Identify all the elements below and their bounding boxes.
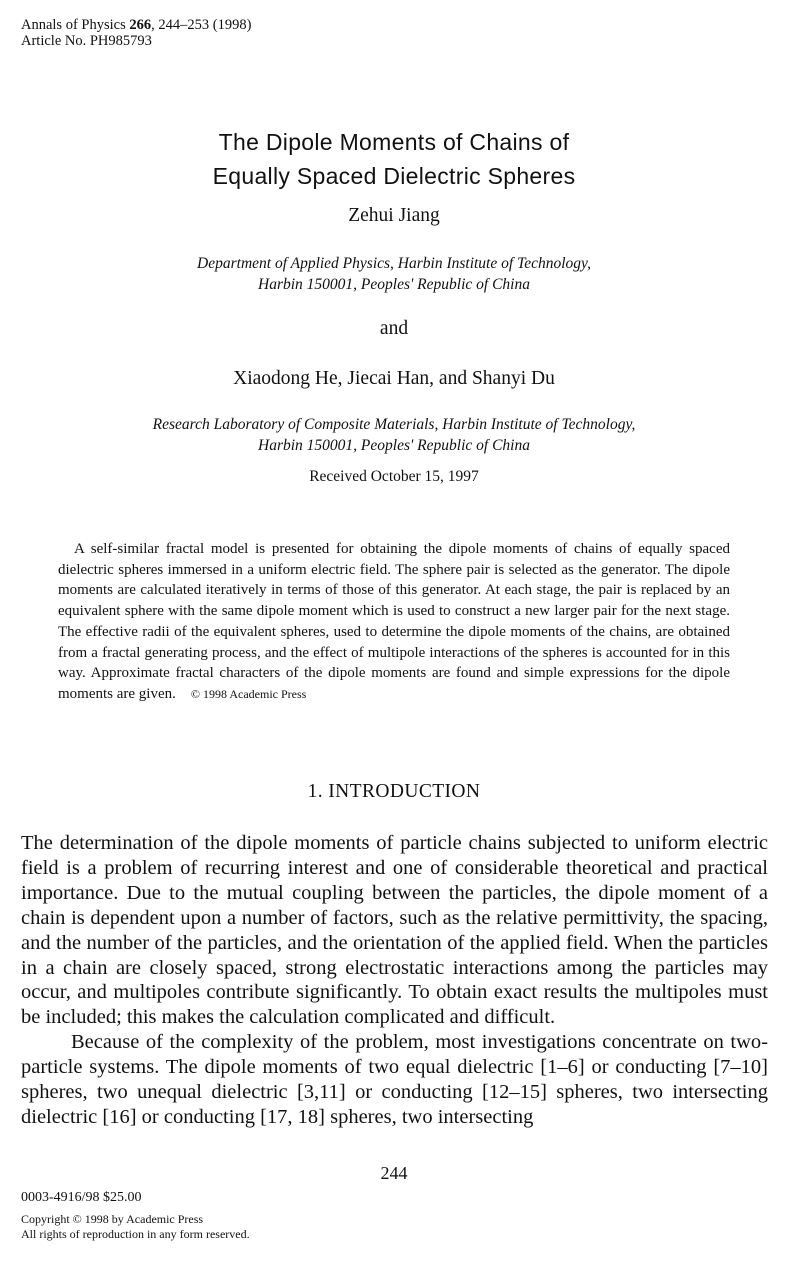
- title-line-1: The Dipole Moments of Chains of: [218, 129, 570, 155]
- title-line-2: Equally Spaced Dielectric Spheres: [212, 163, 576, 189]
- abstract-text: A self-similar fractal model is presented for obtaining the dipole moments of chains of equally spaced dielectric spheres immersed in a uniform electric field. The sphere pair is selected as the generator. The dipole moments are calculated iteratively in terms of those of this generator. At each stage, the pair is replaced by an equivalent sphere with the same dipole moment which is used to construct a new larger pair for the next stage. The effective radii of the equivalent spheres, used to determine the dipole moments of the chains, are obtained from a fractal generating process, and the effect of multipole interactions of the spheres is accounted for in this way. Approximate fractal characters of the dipole moments are found and simple expressions for the dipole moments are given.: [58, 541, 730, 702]
- journal-header: [21, 17, 251, 49]
- footer-copyright: Copyright © 1998 by Academic Press: [21, 1212, 204, 1226]
- page-number: 244: [380, 1163, 408, 1183]
- and-separator: and: [379, 318, 409, 339]
- paragraph-1: The determination of the dipole moments of particle chains subjected to uniform electric field is a problem of recurring interest and one of considerable theoretical and practical importance. Due to the mutual coupling between the particles, the dipole moment of a chain is dependent upon a number of factors, such as the relative permittivity, the spacing, and the number of the particles, and the orientation of the applied field. When the particles in a chain are closely spaced, strong electrostatic interactions among the particles may occur, and multipoles contribute significantly. To obtain exact results the multipoles must be included; this makes the calculation complicated and difficult.: [21, 832, 768, 1029]
- author-primary: Zehui Jiang: [348, 205, 440, 226]
- section-heading: 1. INTRODUCTION: [307, 781, 481, 802]
- volume-number: 266: [129, 17, 152, 33]
- affiliation-2: [0, 414, 788, 456]
- abstract-copyright: © 1998 Academic Press: [190, 686, 307, 701]
- footer: [21, 1190, 250, 1242]
- affiliation-1: [0, 253, 788, 295]
- paragraph-2: Because of the complexity of the problem, most investigations concentrate on two-particle systems. The dipole moments of two equal dielectric [1–6] or conducting [7–10] spheres, two unequal dielectric [3,11] or conducting [12–15] spheres, two intersecting dielectric [16] or conducting [17, 18] spheres, two intersecting: [21, 1031, 768, 1128]
- article-number: Article No. PH985793: [21, 33, 152, 49]
- body-text: [21, 831, 768, 1130]
- footer-rights: All rights of reproduction in any form reserved.: [21, 1227, 250, 1241]
- footer-price: 0003-4916/98 $25.00: [21, 1190, 142, 1205]
- affiliation-2-line-1: Research Laboratory of Composite Materials, Harbin Institute of Technology,: [152, 416, 636, 433]
- authors-secondary: Xiaodong He, Jiecai Han, and Shanyi Du: [233, 368, 555, 389]
- received-date: Received October 15, 1997: [309, 468, 479, 485]
- affiliation-1-line-1: Department of Applied Physics, Harbin Institute of Technology,: [197, 255, 591, 272]
- affiliation-1-line-2: Harbin 150001, Peoples' Republic of China: [258, 276, 530, 293]
- abstract: [58, 539, 730, 705]
- pages-year: , 244–253 (1998): [151, 17, 252, 33]
- journal-name: Annals of Physics: [21, 17, 126, 33]
- citation-line: [21, 17, 251, 33]
- paper-title: [0, 125, 788, 193]
- affiliation-2-line-2: Harbin 150001, Peoples' Republic of China: [258, 437, 530, 454]
